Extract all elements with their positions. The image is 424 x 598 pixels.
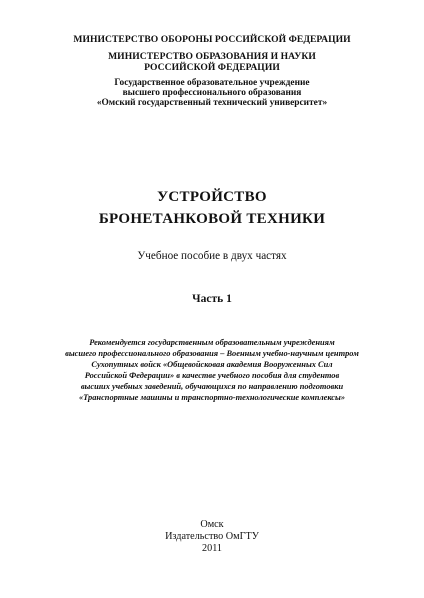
institution-line-3: «Омский государственный технический университет» [96, 98, 328, 108]
book-subtitle: Учебное пособие в двух частях [137, 250, 287, 262]
recommendation-line-2: высшего профессионального образования – Военным учебно-научным центром [65, 349, 359, 358]
ministry-of-education-line-2: РОССИЙСКОЙ ФЕДЕРАЦИИ [144, 62, 280, 73]
title-line-2: БРОНЕТАНКОВОЙ ТЕХНИКИ [98, 211, 326, 227]
ministry-of-education-line-1: МИНИСТЕРСТВО ОБРАЗОВАНИЯ И НАУКИ [108, 51, 316, 62]
ministry-of-defense: МИНИСТЕРСТВО ОБОРОНЫ РОССИЙСКОЙ ФЕДЕРАЦИИ [73, 34, 351, 45]
institution-line-1: Государственное образовательное учреждение [114, 78, 310, 88]
recommendation-line-6: «Транспортные машины и транспортно-технологические комплексы» [78, 393, 346, 402]
recommendation-line-4: Российской Федерации» в качестве учебного пособия для студентов [84, 371, 340, 380]
imprint-publisher: Издательство ОмГТУ [165, 531, 259, 542]
recommendation-line-5: высших учебных заведений, обучающихся по направлению подготовки [80, 382, 344, 391]
imprint-year: 2011 [202, 543, 222, 554]
imprint-city: Омск [200, 519, 224, 530]
institution-line-2: высшего профессионального образования [122, 88, 302, 98]
title-line-1: УСТРОЙСТВО [157, 189, 267, 205]
part-number: Часть 1 [192, 293, 232, 305]
recommendation-line-3: Сухопутных войск «Общевойсковая академия Вооруженных Сил [91, 360, 333, 369]
recommendation-line-1: Рекомендуется государственным образовательным учреждениям [89, 338, 335, 347]
